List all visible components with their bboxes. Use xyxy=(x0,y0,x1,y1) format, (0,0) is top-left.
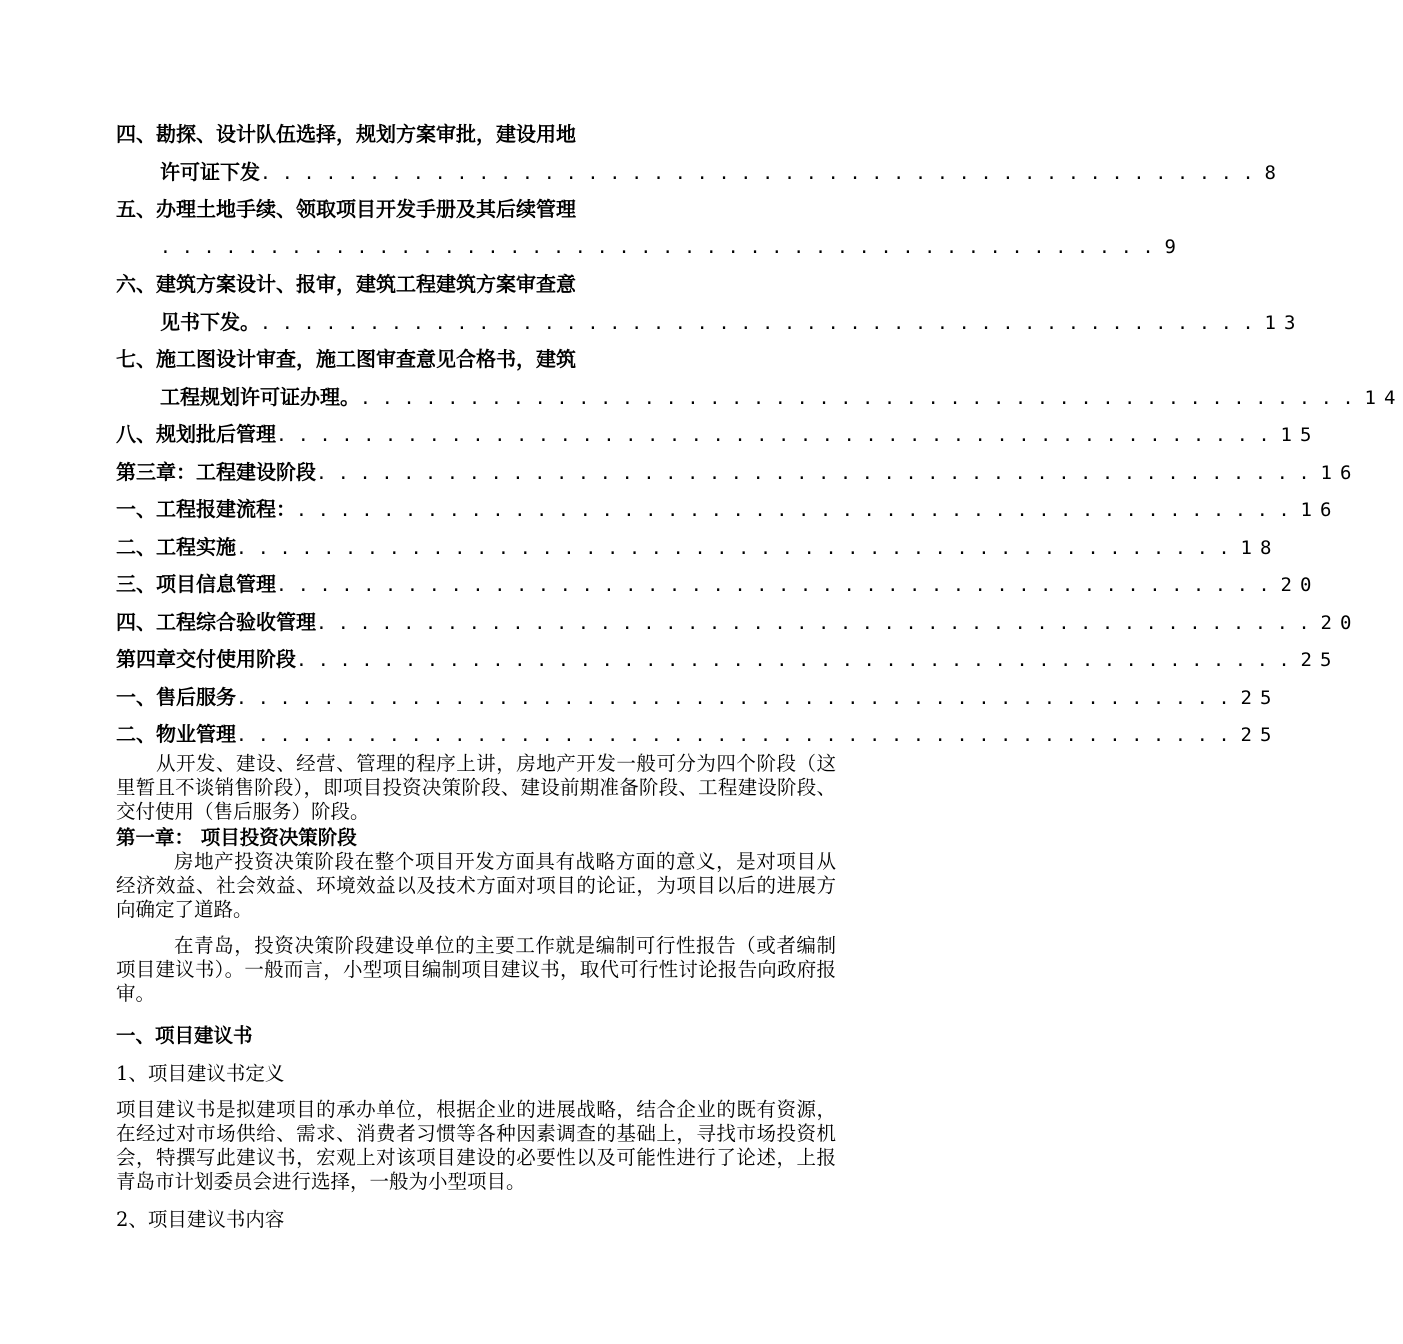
toc-page-number: 16 xyxy=(1320,461,1360,484)
subsection-heading: 1、项目建议书定义 xyxy=(116,1062,285,1085)
toc-entry[interactable] xyxy=(116,266,760,304)
toc-entry-text: 八、规划批后管理 xyxy=(116,422,276,446)
toc-entry-text: 七、施工图设计审查，施工图审查意见合格书，建筑 xyxy=(116,347,576,371)
toc-entry[interactable] xyxy=(116,566,1320,604)
chapter-paragraph: 房地产投资决策阶段在整个项目开发方面具有战略方面的意义，是对项目从经济效益、社会效益、环境效益以及技术方面对项目的论证，为项目以后的进展方向确定了道路。 xyxy=(116,850,836,921)
toc-dot-leader: .............................................. xyxy=(360,387,1365,409)
toc-entry[interactable] xyxy=(116,229,1184,267)
chapter-paragraph: 在青岛，投资决策阶段建设单位的主要工作就是编制可行性报告（或者编制项目建议书）。一般而言，小型项目编制项目建议书，取代可行性讨论报告向政府报审。 xyxy=(116,934,836,1005)
toc-entry-text: 第四章交付使用阶段 xyxy=(116,647,296,671)
toc-entry[interactable] xyxy=(116,604,1360,642)
toc-dot-leader: .............................................. xyxy=(236,537,1241,559)
toc-dot-leader: .............................................. xyxy=(296,650,1301,671)
toc-entry[interactable] xyxy=(116,529,1280,567)
intro-paragraph: 从开发、建设、经营、管理的程序上讲，房地产开发一般可分为四个阶段（这里暂且不谈销售阶段），即项目投资决策阶段、建设前期准备阶段、工程建设阶段、交付使用（售后服务）阶段。 xyxy=(116,752,836,823)
toc-dot-leader: .............................................. xyxy=(316,462,1321,484)
chapter-heading: 第一章： 项目投资决策阶段 xyxy=(116,826,357,849)
toc-entry[interactable] xyxy=(116,154,1284,192)
toc-entry[interactable] xyxy=(116,191,760,229)
toc-entry-text: 一、售后服务 xyxy=(116,684,236,709)
toc-entry[interactable] xyxy=(116,379,1403,417)
toc-entry-text: 四、勘探、设计队伍选择，规划方案审批，建设用地 xyxy=(116,122,576,146)
toc-dot-leader: .............................................. xyxy=(260,312,1265,334)
toc-entry-text: 工程规划许可证办理。 xyxy=(160,384,360,409)
toc-entry[interactable] xyxy=(116,116,760,154)
toc-entry-text: 五、办理土地手续、领取项目开发手册及其后续管理 xyxy=(116,197,576,221)
toc-entry-text: 三、项目信息管理 xyxy=(116,572,276,596)
toc-page-number: 14 xyxy=(1364,386,1403,409)
toc-dot-leader: .............................................. xyxy=(276,575,1281,596)
toc-entry[interactable] xyxy=(116,416,1320,454)
toc-entry-text: 许可证下发 xyxy=(160,159,260,184)
toc-dot-leader: .............................................. xyxy=(160,236,1165,258)
toc-entry-text: 二、物业管理 xyxy=(116,722,236,746)
toc-entry[interactable] xyxy=(116,304,1304,342)
toc-page-number: 25 xyxy=(1240,686,1280,709)
toc-dot-leader: .............................................. xyxy=(260,162,1265,184)
toc-dot-leader: .............................................. xyxy=(296,500,1301,521)
toc-entry[interactable] xyxy=(116,641,1340,679)
toc-entry-text: 见书下发。 xyxy=(160,309,260,334)
section-heading: 一、项目建议书 xyxy=(116,1024,253,1047)
toc-page-number: 16 xyxy=(1300,499,1340,521)
toc-page-number: 20 xyxy=(1320,611,1360,634)
toc-entry-text: 二、工程实施 xyxy=(116,534,236,559)
toc-dot-leader: .............................................. xyxy=(276,425,1281,446)
table-of-contents xyxy=(116,116,1403,754)
subsection-heading: 2、项目建议书内容 xyxy=(116,1208,285,1231)
toc-entry-text: 一、工程报建流程： xyxy=(116,497,296,521)
toc-entry[interactable] xyxy=(116,341,760,379)
document-body xyxy=(116,752,836,1232)
toc-entry[interactable] xyxy=(116,679,1280,717)
subsection-paragraph: 项目建议书是拟建项目的承办单位，根据企业的进展战略，结合企业的既有资源，在经过对市场供给、需求、消费者习惯等各种因素调查的基础上，寻找市场投资机会，特撰写此建议书，宏观上对该项目建设的必要性以及可能性进行了论述，上报青岛市计划委员会进行选择，一般为小型项目。 xyxy=(116,1098,836,1193)
toc-page-number: 13 xyxy=(1264,311,1304,334)
toc-page-number: 18 xyxy=(1240,536,1280,559)
toc-page-number: 25 xyxy=(1240,724,1280,746)
toc-entry-text: 第三章：工程建设阶段 xyxy=(116,459,316,484)
toc-dot-leader: .............................................. xyxy=(316,612,1321,634)
toc-entry-text: 四、工程综合验收管理 xyxy=(116,609,316,634)
toc-page-number: 20 xyxy=(1280,574,1320,596)
toc-dot-leader: .............................................. xyxy=(236,687,1241,709)
toc-entry[interactable] xyxy=(116,454,1360,492)
toc-page-number: 15 xyxy=(1280,424,1320,446)
toc-entry-text: 六、建筑方案设计、报审，建筑工程建筑方案审查意 xyxy=(116,272,576,296)
toc-page-number: 9 xyxy=(1164,235,1184,258)
toc-page-number: 8 xyxy=(1264,161,1284,184)
toc-entry[interactable] xyxy=(116,716,1280,754)
toc-page-number: 25 xyxy=(1300,649,1340,671)
toc-entry[interactable] xyxy=(116,491,1340,529)
toc-dot-leader: .............................................. xyxy=(236,725,1241,746)
